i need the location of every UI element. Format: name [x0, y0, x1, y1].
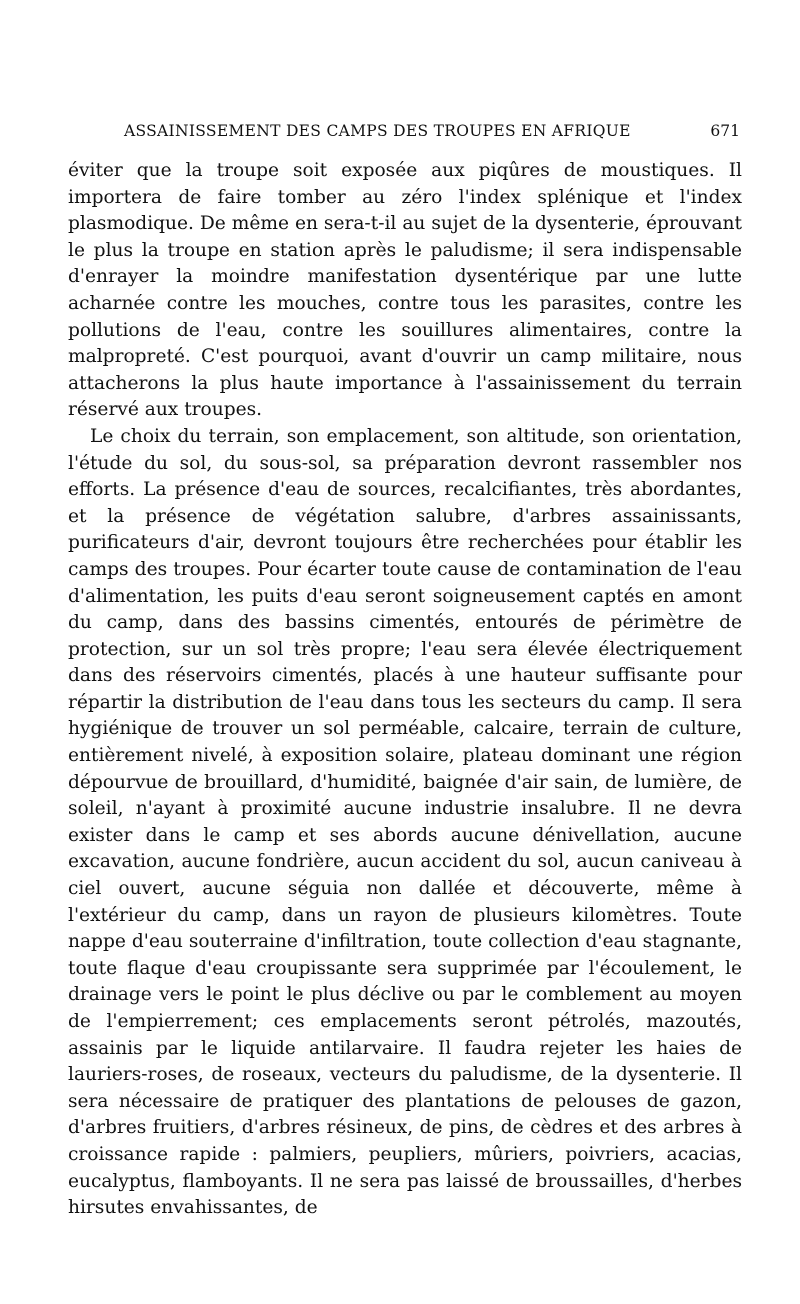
paragraph-terrain-choice: Le choix du terrain, son emplacement, son altitude, son orientation, l'étude du sol, du sous-sol, sa préparation devront rassembler nos efforts. La présence d'eau de sources, recalcifiantes, très abordantes, et la présence de végétation salubre, d'arbres assainissants, purificateurs d'air, devront toujours être recherchées pour établir les camps des troupes. Pour écarter toute cause de contamination de l'eau d'alimentation, les puits d'eau seront soigneusement captés en amont du camp, dans des bassins cimentés, entourés de périmètre de protection, sur un sol très propre; l'eau sera élevée électriquement dans des réservoirs cimentés, placés à une hauteur suffisante pour répartir la distribution de l'eau dans tous les secteurs du camp. Il sera hygiénique de trouver un sol perméable, calcaire, terrain de culture, entièrement nivelé, à exposition solaire, plateau dominant une région dépourvue de brouillard, d'humidité, baignée d'air sain, de lumière, de soleil, n'ayant à proximité aucune industrie insalubre. Il ne devra exister dans le camp et ses abords aucune dénivellation, aucune excavation, aucune fondrière, aucun accident du sol, aucun caniveau à ciel ouvert, aucune séguia non dallée et découverte, même à l'extérieur du camp, dans un rayon de plusieurs kilomètres. Toute nappe d'eau souterraine d'infiltration, toute collection d'eau stagnante, toute flaque d'eau croupissante sera supprimée par l'écoulement, le drainage vers le point le plus déclive ou par le comblement au moyen de l'empierrement; ces emplacements seront pétrolés, mazoutés, assainis par le liquide antilarvaire. Il faudra rejeter les haies de lauriers-roses, de roseaux, vecteurs du paludisme, de la dysenterie. Il sera nécessaire de pratiquer des plantations de pelouses de gazon, d'arbres fruitiers, d'arbres résineux, de pins, de cèdres et des arbres à croissance rapide : palmiers, peupliers, mûriers, poivriers, acacias, eucalyptus, flamboyants. Il ne sera pas laissé de broussailles, d'herbes hirsutes envahissantes, de: [68, 425, 742, 1219]
running-head: [68, 119, 740, 143]
paragraph-continuation: éviter que la troupe soit exposée aux piqûres de moustiques. Il importera de faire tomber au zéro l'index splénique et l'index plasmodique. De même en sera-t-il au sujet de la dysenterie, éprouvant le plus la troupe en station après le paludisme; il sera indispensable d'enrayer la moindre manifestation dysentérique par une lutte acharnée contre les mouches, contre tous les parasites, contre les pollutions de l'eau, contre les souillures alimentaires, contre la malpropreté. C'est pourquoi, avant d'ouvrir un camp militaire, nous attacherons la plus haute importance à l'assainissement du terrain réservé aux troupes.: [68, 160, 742, 421]
running-title: ASSAINISSEMENT DES CAMPS DES TROUPES EN AFRIQUE: [124, 122, 631, 140]
page-number: 671: [710, 122, 740, 140]
body-text: [68, 158, 742, 1222]
